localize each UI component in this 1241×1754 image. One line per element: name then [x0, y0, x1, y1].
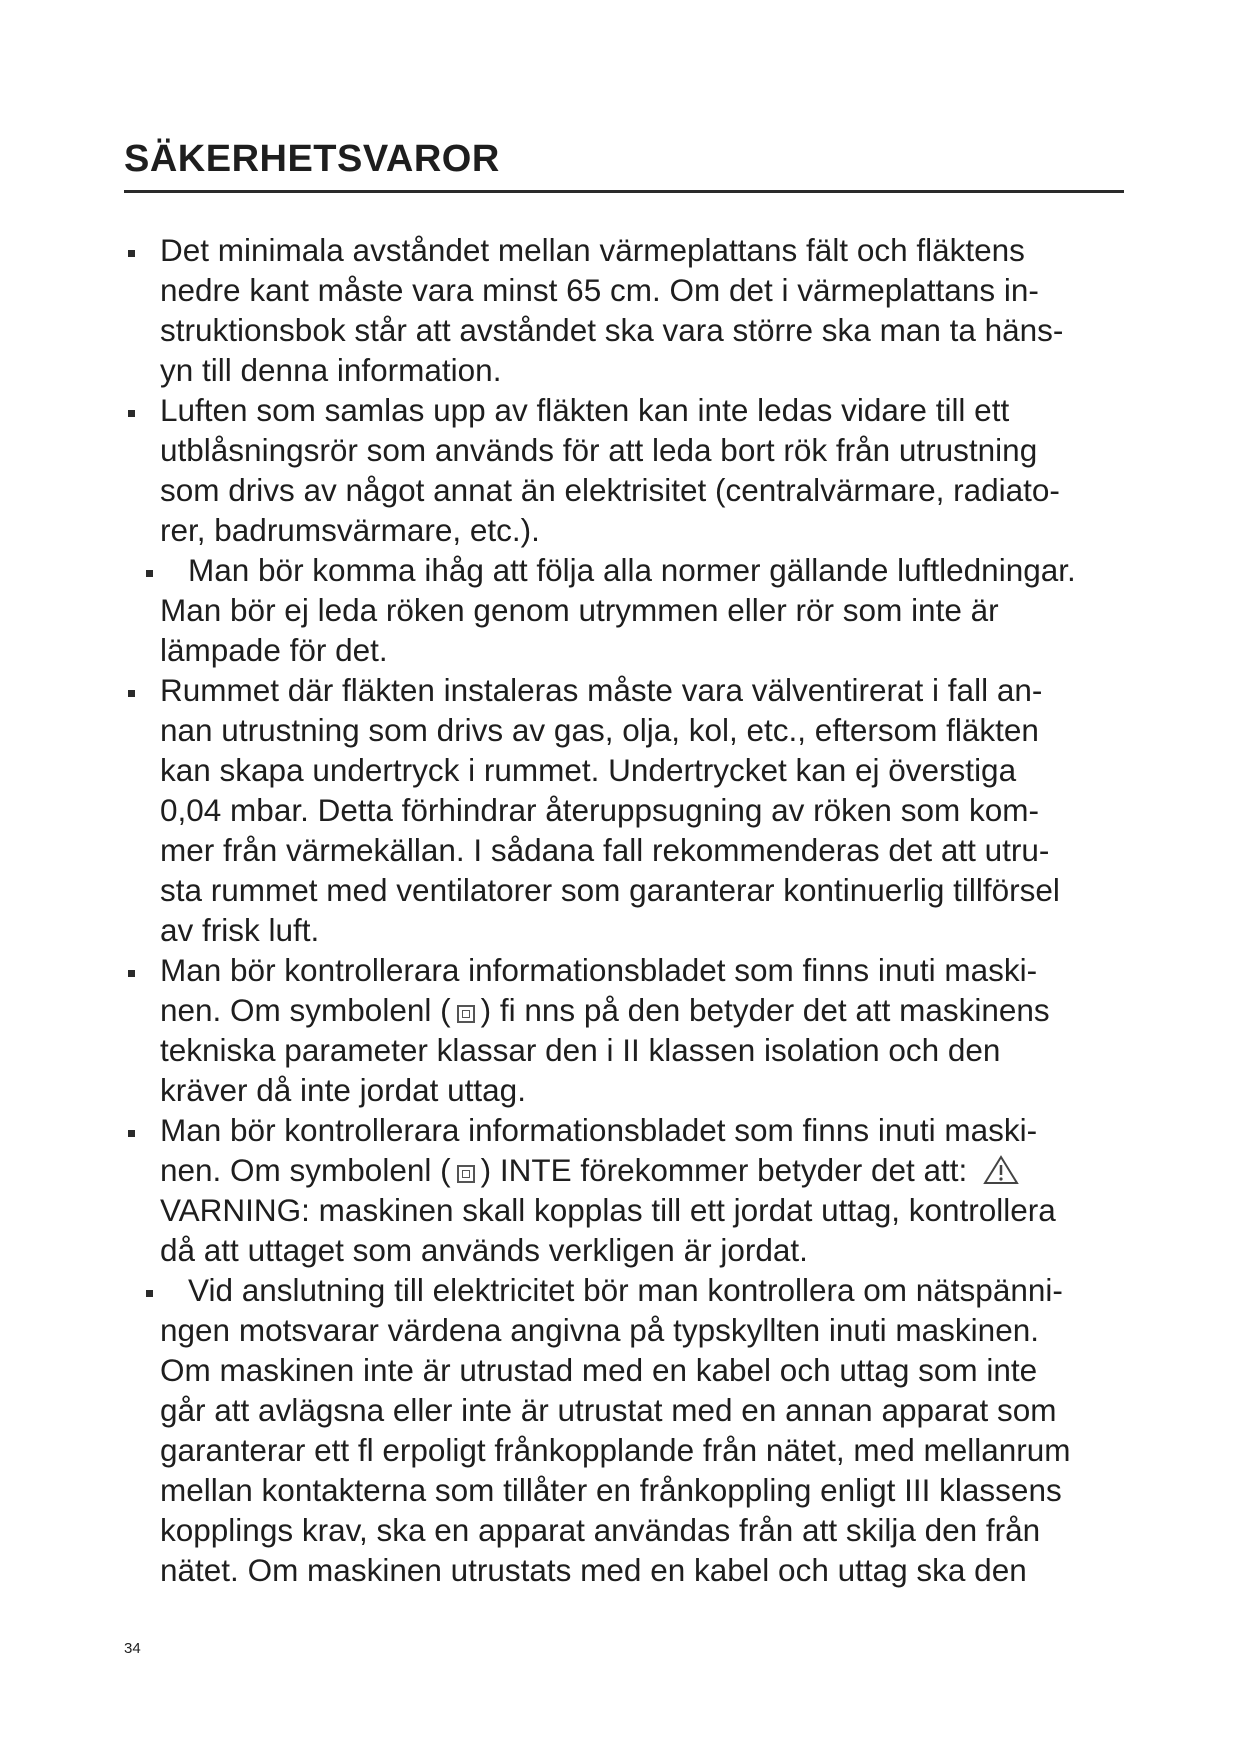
list-item-line: rer, badrumsvärmare, etc.). [160, 512, 540, 548]
list-item-line: nätet. Om maskinen utrustats med en kabel och uttag ska den [160, 1552, 1027, 1588]
list-item-line: Luften som samlas upp av fläkten kan inte ledas vidare till ett [160, 392, 1010, 428]
list-item-line: mellan kontakterna som tillåter en frånkoppling enligt III klassens [160, 1472, 1062, 1508]
list-bullet [146, 570, 153, 577]
list-item-line: Man bör kontrollerara informationsbladet som finns inuti maski- [160, 952, 1038, 988]
list-bullet [128, 690, 135, 697]
symbol-line-suffix: ) INTE förekommer betyder det att: [480, 1152, 968, 1188]
list-bullet [128, 250, 135, 257]
class-ii-insulation-icon [457, 1005, 475, 1023]
list-item-line: kopplings krav, ska en apparat användas från att skilja den från [160, 1512, 1041, 1548]
list-item-line: nan utrustning som drivs av gas, olja, kol, etc., eftersom fläkten [160, 712, 1039, 748]
list-item-line: kan skapa undertryck i rummet. Undertrycket kan ej överstiga [160, 752, 1017, 788]
page-title: SÄKERHETSVAROR [124, 138, 500, 180]
list-item-line: mer från värmekällan. I sådana fall rekommenderas det att utru- [160, 832, 1050, 868]
list-item-line: nedre kant måste vara minst 65 cm. Om det i värmeplattans in- [160, 272, 1039, 308]
list-item-line: som drivs av något annat än elektrisitet (centralvärmare, radiato- [160, 472, 1060, 508]
list-item-line: sta rummet med ventilatorer som garanterar kontinuerlig tillförsel [160, 872, 1060, 908]
list-item-line: Man bör komma ihåg att följa alla normer gällande luftledningar. [188, 552, 1076, 588]
list-bullet [128, 1130, 135, 1137]
list-item-line: yn till denna information. [160, 352, 502, 388]
list-item-line-with-symbol [160, 1150, 1019, 1190]
list-item-line: kräver då inte jordat uttag. [160, 1072, 526, 1108]
title-divider [124, 190, 1124, 193]
page-number: 34 [124, 1640, 141, 1657]
list-item-line-with-symbol [160, 990, 1050, 1030]
list-item-line: Man bör kontrollerara informationsbladet som finns inuti maski- [160, 1112, 1038, 1148]
list-bullet [128, 410, 135, 417]
list-item-line: Vid anslutning till elektricitet bör man kontrollera om nätspänni- [188, 1272, 1063, 1308]
list-item-line: garanterar ett fl erpoligt frånkopplande från nätet, med mellanrum [160, 1432, 1071, 1468]
list-item-line: Det minimala avståndet mellan värmeplattans fält och fläktens [160, 232, 1025, 268]
class-ii-insulation-icon [457, 1165, 475, 1183]
list-item-line: VARNING: maskinen skall kopplas till ett jordat uttag, kontrollera [160, 1192, 1056, 1228]
list-bullet [146, 1290, 153, 1297]
list-item-line: av frisk luft. [160, 912, 320, 948]
list-item-line: Man bör ej leda röken genom utrymmen eller rör som inte är [160, 592, 999, 628]
list-item-line: ngen motsvarar värdena angivna på typskyllten inuti maskinen. [160, 1312, 1039, 1348]
list-item-line: Rummet där fläkten instaleras måste vara välventirerat i fall an- [160, 672, 1043, 708]
list-item-line: utblåsningsrör som används för att leda bort rök från utrustning [160, 432, 1038, 468]
list-item-line: 0,04 mbar. Detta förhindrar återuppsugning av röken som kom- [160, 792, 1039, 828]
list-item-line: går att avlägsna eller inte är utrustat med en annan apparat som [160, 1392, 1057, 1428]
list-item-line: Om maskinen inte är utrustad med en kabel och uttag som inte [160, 1352, 1038, 1388]
warning-triangle-icon [983, 1154, 1019, 1194]
list-item-line: lämpade för det. [160, 632, 388, 668]
list-item-line: struktionsbok står att avståndet ska vara större ska man ta häns- [160, 312, 1064, 348]
list-bullet [128, 970, 135, 977]
list-item-line: då att uttaget som används verkligen är jordat. [160, 1232, 808, 1268]
symbol-line-prefix: nen. Om symbolenl ( [160, 992, 451, 1028]
list-item-line: tekniska parameter klassar den i II klassen isolation och den [160, 1032, 1001, 1068]
symbol-line-suffix: ) fi nns på den betyder det att maskinens [480, 992, 1050, 1028]
symbol-line-prefix: nen. Om symbolenl ( [160, 1152, 451, 1188]
